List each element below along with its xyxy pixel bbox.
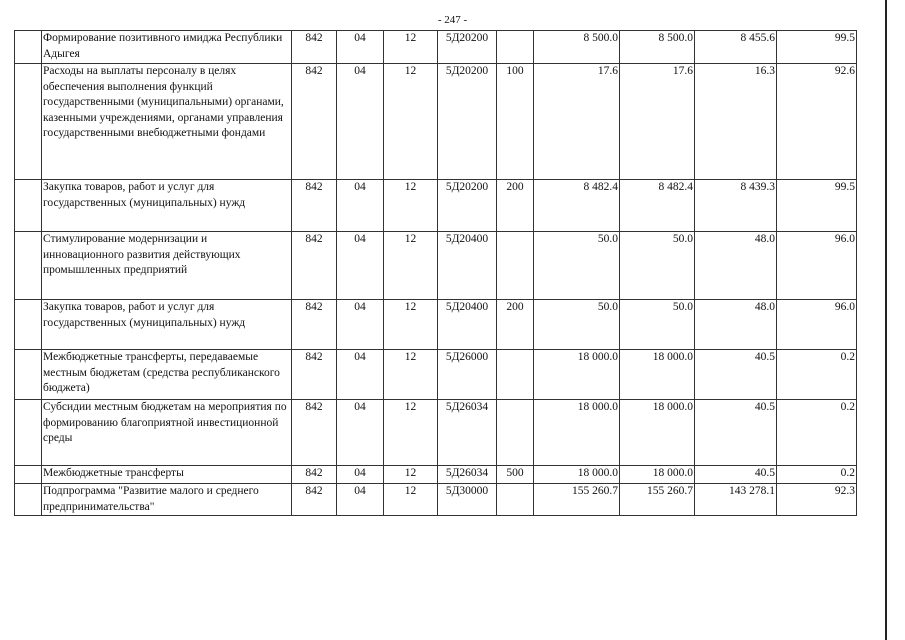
approved-amount: 17.6 xyxy=(534,64,620,180)
expense-name: Закупка товаров, работ и услуг для государственных (муниципальных) нужд xyxy=(42,180,292,232)
approved-amount: 18 000.0 xyxy=(534,400,620,466)
table-row xyxy=(15,300,857,350)
executed-amount: 16.3 xyxy=(695,64,777,180)
executed-amount: 48.0 xyxy=(695,232,777,300)
section-code: 04 xyxy=(337,300,384,350)
section-code: 04 xyxy=(337,180,384,232)
section-code: 04 xyxy=(337,31,384,64)
refined-amount: 18 000.0 xyxy=(620,350,695,400)
section-code: 04 xyxy=(337,466,384,484)
ved-code: 842 xyxy=(292,300,337,350)
expense-name: Формирование позитивного имиджа Республики Адыгея xyxy=(42,31,292,64)
target-article-code: 5Д20200 xyxy=(438,31,497,64)
target-article-code: 5Д20400 xyxy=(438,232,497,300)
subsection-code: 12 xyxy=(384,180,438,232)
execution-percent: 99.5 xyxy=(777,31,857,64)
ved-code: 842 xyxy=(292,232,337,300)
executed-amount: 8 455.6 xyxy=(695,31,777,64)
target-article-code: 5Д20200 xyxy=(438,180,497,232)
target-article-code: 5Д20400 xyxy=(438,300,497,350)
executed-amount: 40.5 xyxy=(695,466,777,484)
refined-amount: 50.0 xyxy=(620,232,695,300)
refined-amount: 18 000.0 xyxy=(620,466,695,484)
expense-name: Субсидии местным бюджетам на мероприятия по формированию благоприятной инвестиционной среды xyxy=(42,400,292,466)
expense-type-code xyxy=(497,232,534,300)
target-article-code: 5Д26034 xyxy=(438,400,497,466)
approved-amount: 18 000.0 xyxy=(534,350,620,400)
expense-name: Межбюджетные трансферты xyxy=(42,466,292,484)
target-article-code: 5Д20200 xyxy=(438,64,497,180)
refined-amount: 17.6 xyxy=(620,64,695,180)
row-margin-cell xyxy=(15,350,42,400)
row-margin-cell xyxy=(15,180,42,232)
ved-code: 842 xyxy=(292,466,337,484)
row-margin-cell xyxy=(15,300,42,350)
execution-percent: 96.0 xyxy=(777,300,857,350)
execution-percent: 0.2 xyxy=(777,400,857,466)
approved-amount: 8 482.4 xyxy=(534,180,620,232)
subsection-code: 12 xyxy=(384,400,438,466)
expense-name: Расходы на выплаты персоналу в целях обеспечения выполнения функций государственными (муниципальными) органами, казенными учреждениями, органами управления государственными внебюджетными фондами xyxy=(42,64,292,180)
expense-type-code xyxy=(497,31,534,64)
execution-percent: 92.6 xyxy=(777,64,857,180)
refined-amount: 18 000.0 xyxy=(620,400,695,466)
target-article-code: 5Д26034 xyxy=(438,466,497,484)
execution-percent: 99.5 xyxy=(777,180,857,232)
ved-code: 842 xyxy=(292,180,337,232)
ved-code: 842 xyxy=(292,31,337,64)
section-code: 04 xyxy=(337,484,384,516)
table-row xyxy=(15,31,857,64)
subsection-code: 12 xyxy=(384,31,438,64)
ved-code: 842 xyxy=(292,400,337,466)
expense-name: Закупка товаров, работ и услуг для государственных (муниципальных) нужд xyxy=(42,300,292,350)
row-margin-cell xyxy=(15,232,42,300)
ved-code: 842 xyxy=(292,484,337,516)
row-margin-cell xyxy=(15,484,42,516)
expense-type-code xyxy=(497,350,534,400)
executed-amount: 143 278.1 xyxy=(695,484,777,516)
table-row xyxy=(15,466,857,484)
section-code: 04 xyxy=(337,350,384,400)
approved-amount: 155 260.7 xyxy=(534,484,620,516)
row-margin-cell xyxy=(15,400,42,466)
table-row xyxy=(15,350,857,400)
executed-amount: 48.0 xyxy=(695,300,777,350)
table-row xyxy=(15,180,857,232)
subsection-code: 12 xyxy=(384,466,438,484)
executed-amount: 40.5 xyxy=(695,350,777,400)
execution-percent: 96.0 xyxy=(777,232,857,300)
expense-type-code: 100 xyxy=(497,64,534,180)
execution-percent: 0.2 xyxy=(777,350,857,400)
expense-type-code: 200 xyxy=(497,180,534,232)
execution-percent: 92.3 xyxy=(777,484,857,516)
refined-amount: 50.0 xyxy=(620,300,695,350)
ved-code: 842 xyxy=(292,64,337,180)
section-code: 04 xyxy=(337,400,384,466)
table-row xyxy=(15,232,857,300)
section-code: 04 xyxy=(337,64,384,180)
approved-amount: 50.0 xyxy=(534,300,620,350)
expense-type-code: 500 xyxy=(497,466,534,484)
subsection-code: 12 xyxy=(384,64,438,180)
expense-type-code xyxy=(497,484,534,516)
expense-name: Межбюджетные трансферты, передаваемые местным бюджетам (средства республиканского бюджета) xyxy=(42,350,292,400)
execution-percent: 0.2 xyxy=(777,466,857,484)
refined-amount: 8 500.0 xyxy=(620,31,695,64)
table-row xyxy=(15,400,857,466)
table-row xyxy=(15,484,857,516)
page-right-border xyxy=(885,0,887,640)
subsection-code: 12 xyxy=(384,232,438,300)
section-code: 04 xyxy=(337,232,384,300)
ved-code: 842 xyxy=(292,350,337,400)
expense-type-code xyxy=(497,400,534,466)
refined-amount: 155 260.7 xyxy=(620,484,695,516)
approved-amount: 8 500.0 xyxy=(534,31,620,64)
row-margin-cell xyxy=(15,466,42,484)
row-margin-cell xyxy=(15,31,42,64)
subsection-code: 12 xyxy=(384,350,438,400)
expense-name: Подпрограмма "Развитие малого и среднего предпринимательства" xyxy=(42,484,292,516)
approved-amount: 50.0 xyxy=(534,232,620,300)
expense-name: Стимулирование модернизации и инновационного развития действующих промышленных предприятий xyxy=(42,232,292,300)
target-article-code: 5Д30000 xyxy=(438,484,497,516)
subsection-code: 12 xyxy=(384,484,438,516)
budget-table xyxy=(14,30,857,516)
executed-amount: 40.5 xyxy=(695,400,777,466)
expense-type-code: 200 xyxy=(497,300,534,350)
approved-amount: 18 000.0 xyxy=(534,466,620,484)
refined-amount: 8 482.4 xyxy=(620,180,695,232)
executed-amount: 8 439.3 xyxy=(695,180,777,232)
target-article-code: 5Д26000 xyxy=(438,350,497,400)
row-margin-cell xyxy=(15,64,42,180)
page-number: - 247 - xyxy=(437,14,468,26)
subsection-code: 12 xyxy=(384,300,438,350)
table-row xyxy=(15,64,857,180)
